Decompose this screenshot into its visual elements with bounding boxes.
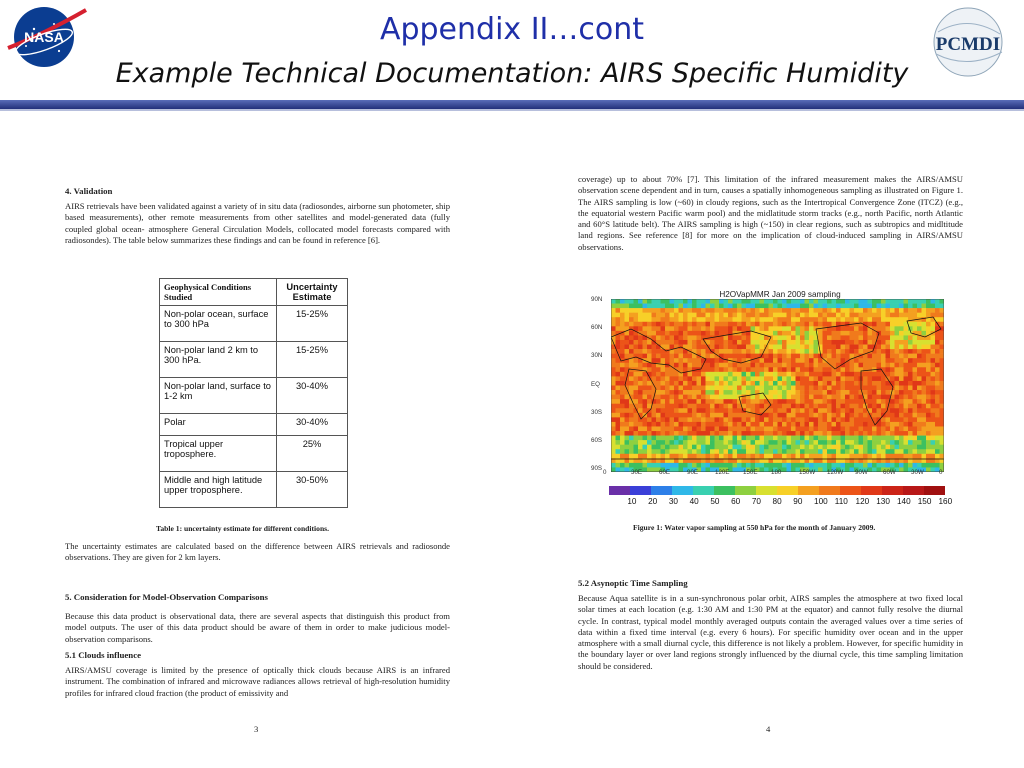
lon-label: 90W xyxy=(855,469,868,476)
colorbar-swatch xyxy=(630,486,652,495)
header-rule xyxy=(0,100,1024,109)
colorbar-swatch xyxy=(903,486,925,495)
continued-paragraph: coverage) up to about 70% [7]. This limitation of the infrared measurement makes the AIRS/AMSU observation scene dependent and in turn, causes a spatially inhomogeneous sampling as illustrated on Figure 1. The AIRS sampling is low (~60) in cloudy regions, such as the Intertropical Convergence Zone (ITCZ) (e.g., the equatorial western Pacific warm pool) and the midlatitude storm tracks (e.g., north Pacific, north Atlantic and 60°S latitude belt). The AIRS sampling is high (~150) in clear regions, such as subtropics and midltitude land regions. See reference [8] for more on the implication of cloud-induced sampling in AIRS/AMSU observations. xyxy=(578,174,963,252)
colorbar-swatch xyxy=(924,486,945,495)
table-row xyxy=(160,342,348,378)
colorbar-label: 50 xyxy=(710,497,720,506)
svg-text:NASA: NASA xyxy=(24,29,64,45)
colorbar-swatch xyxy=(714,486,736,495)
table-row xyxy=(160,306,348,342)
table-cell-uncertainty: 30-50% xyxy=(277,472,348,508)
table-cell-condition: Non-polar land, surface to 1-2 km xyxy=(160,378,277,414)
slide-subtitle: Example Technical Documentation: AIRS Specific Humidity xyxy=(115,58,909,89)
lon-label: 150W xyxy=(799,469,816,476)
lon-label: 0 xyxy=(939,469,943,476)
lat-label: 60S xyxy=(591,437,603,444)
validation-paragraph: AIRS retrievals have been validated against a variety of in situ data (radiosondes, airborne sun photometer, ship based measurements), other remote measurements from other satellites and model-generated data (fully coupled global ocean- atmosphere General Circulation Models, collocated model forecasts compared with radiosondes). The table below summarizes these findings and can be found in reference [6]. xyxy=(65,201,450,245)
table-cell-uncertainty: 15-25% xyxy=(277,342,348,378)
lat-label: EQ xyxy=(591,381,600,388)
asynoptic-heading: 5.2 Asynoptic Time Sampling xyxy=(578,578,688,588)
map-title: H2OVapMMR Jan 2009 sampling xyxy=(719,290,841,299)
table-cell-condition: Polar xyxy=(160,414,277,436)
table-cell-uncertainty: 30-40% xyxy=(277,414,348,436)
lon-label: 60W xyxy=(883,469,896,476)
table-cell-uncertainty: 30-40% xyxy=(277,378,348,414)
colorbar-swatch xyxy=(735,486,757,495)
table-caption: Table 1: uncertainty estimate for different conditions. xyxy=(156,524,330,533)
colorbar-label: 30 xyxy=(668,497,678,506)
slide-title: Appendix II…cont xyxy=(379,12,645,47)
colorbar-label: 140 xyxy=(897,497,911,506)
lon-label: 120W xyxy=(827,469,844,476)
page-number: 4 xyxy=(766,724,771,734)
uncertainty-paragraph: The uncertainty estimates are calculated based on the difference between AIRS retrievals and radiosonde observations. They are given for 2 km layers. xyxy=(65,541,450,563)
lon-label: 30W xyxy=(911,469,924,476)
uncertainty-table xyxy=(159,278,348,508)
colorbar-swatch xyxy=(777,486,799,495)
clouds-heading: 5.1 Clouds influence xyxy=(65,650,142,660)
validation-heading: 4. Validation xyxy=(65,186,113,196)
slide-header xyxy=(0,0,1024,110)
colorbar-label: 10 xyxy=(627,497,637,506)
table-cell-uncertainty: 15-25% xyxy=(277,306,348,342)
table-header-uncertainty: Uncertainty Estimate xyxy=(277,279,348,306)
lon-label: 30E xyxy=(631,469,643,476)
clouds-paragraph: AIRS/AMSU coverage is limited by the presence of optically thick clouds because AIRS is an infrared instrument. The combination of infrared and microwave radiances allows retrieval of high-resolution humidity profiles for infrared cloud fraction (the product of emissivity and xyxy=(65,665,450,698)
table-header-row xyxy=(160,279,348,306)
colorbar-label: 70 xyxy=(751,497,761,506)
lon-label: 60E xyxy=(659,469,671,476)
colorbar-label: 40 xyxy=(689,497,699,506)
colorbar-swatch xyxy=(882,486,904,495)
colorbar-label: 120 xyxy=(855,497,870,506)
colorbar-swatch xyxy=(861,486,883,495)
svg-text:PCMDI: PCMDI xyxy=(935,34,1001,55)
colorbar-swatch xyxy=(819,486,841,495)
table-header-conditions: Geophysical Conditions Studied xyxy=(160,279,277,306)
asynoptic-paragraph: Because Aqua satellite is in a sun-synchronous polar orbit, AIRS samples the atmosphere at two fixed local solar times at each location (e.g. 1:30 AM and 1:30 PM at the equator) and cannot fully resolve the diurnal cycle. In contrast, typical model monthly averaged outputs contain the averaged values over a time series of data within a fixed time interval (e.g. every 6 hours). For specific humidity over ocean and in the upper atmosphere with a small diurnal cycle, this difference is not likely a problem. However, for specific humidity in the boundary layer or over land regions strongly influenced by the diurnal cycle, this time sampling limitation should be considered. xyxy=(578,593,963,671)
comparison-paragraph: Because this data product is observational data, there are several aspects that distinguish this product from model outputs. The user of this data product should be aware of them in order to make judicious model-observation comparisons. xyxy=(65,611,450,644)
lon-label: 150E xyxy=(743,469,758,476)
colorbar-label: 130 xyxy=(876,497,890,506)
table-cell-condition: Tropical upper troposphere. xyxy=(160,436,277,472)
colorbar-swatch xyxy=(651,486,673,495)
lon-label: 0 xyxy=(603,469,607,476)
lon-label: 180 xyxy=(771,469,782,476)
colorbar-label: 160 xyxy=(938,497,953,506)
comparison-heading: 5. Consideration for Model-Observation Comparisons xyxy=(65,592,268,602)
table-cell-uncertainty: 25% xyxy=(277,436,348,472)
colorbar-label: 100 xyxy=(814,497,828,506)
lat-label: 30N xyxy=(591,352,603,359)
lat-label: 90S xyxy=(591,465,603,472)
header-rule-highlight xyxy=(0,109,1024,111)
colorbar-swatch xyxy=(756,486,778,495)
lat-label: 90N xyxy=(591,296,603,303)
table-cell-condition: Middle and high latitude upper troposphere. xyxy=(160,472,277,508)
colorbar-label: 80 xyxy=(772,497,782,506)
colorbar-label: 60 xyxy=(731,497,741,506)
lat-label: 30S xyxy=(591,409,603,416)
colorbar-swatch xyxy=(693,486,715,495)
pcmdi-logo xyxy=(918,4,1018,78)
colorbar-swatch xyxy=(840,486,862,495)
colorbar-swatch xyxy=(672,486,694,495)
table-row xyxy=(160,414,348,436)
table-row xyxy=(160,436,348,472)
colorbar-swatch xyxy=(798,486,820,495)
table-row xyxy=(160,378,348,414)
colorbar xyxy=(609,486,945,495)
table-cell-condition: Non-polar land 2 km to 300 hPa. xyxy=(160,342,277,378)
colorbar-label: 110 xyxy=(834,497,848,506)
humidity-sampling-map xyxy=(611,299,944,472)
figure-caption: Figure 1: Water vapor sampling at 550 hPa for the month of January 2009. xyxy=(633,523,876,532)
lon-label: 90E xyxy=(687,469,699,476)
table-row xyxy=(160,472,348,508)
colorbar-swatch xyxy=(609,486,631,495)
table-cell-condition: Non-polar ocean, surface to 300 hPa xyxy=(160,306,277,342)
colorbar-label: 90 xyxy=(793,497,803,506)
colorbar-label: 20 xyxy=(648,497,658,506)
page-number: 3 xyxy=(254,724,259,734)
colorbar-label: 150 xyxy=(917,497,932,506)
lon-label: 120E xyxy=(715,469,730,476)
lat-label: 60N xyxy=(591,324,603,331)
